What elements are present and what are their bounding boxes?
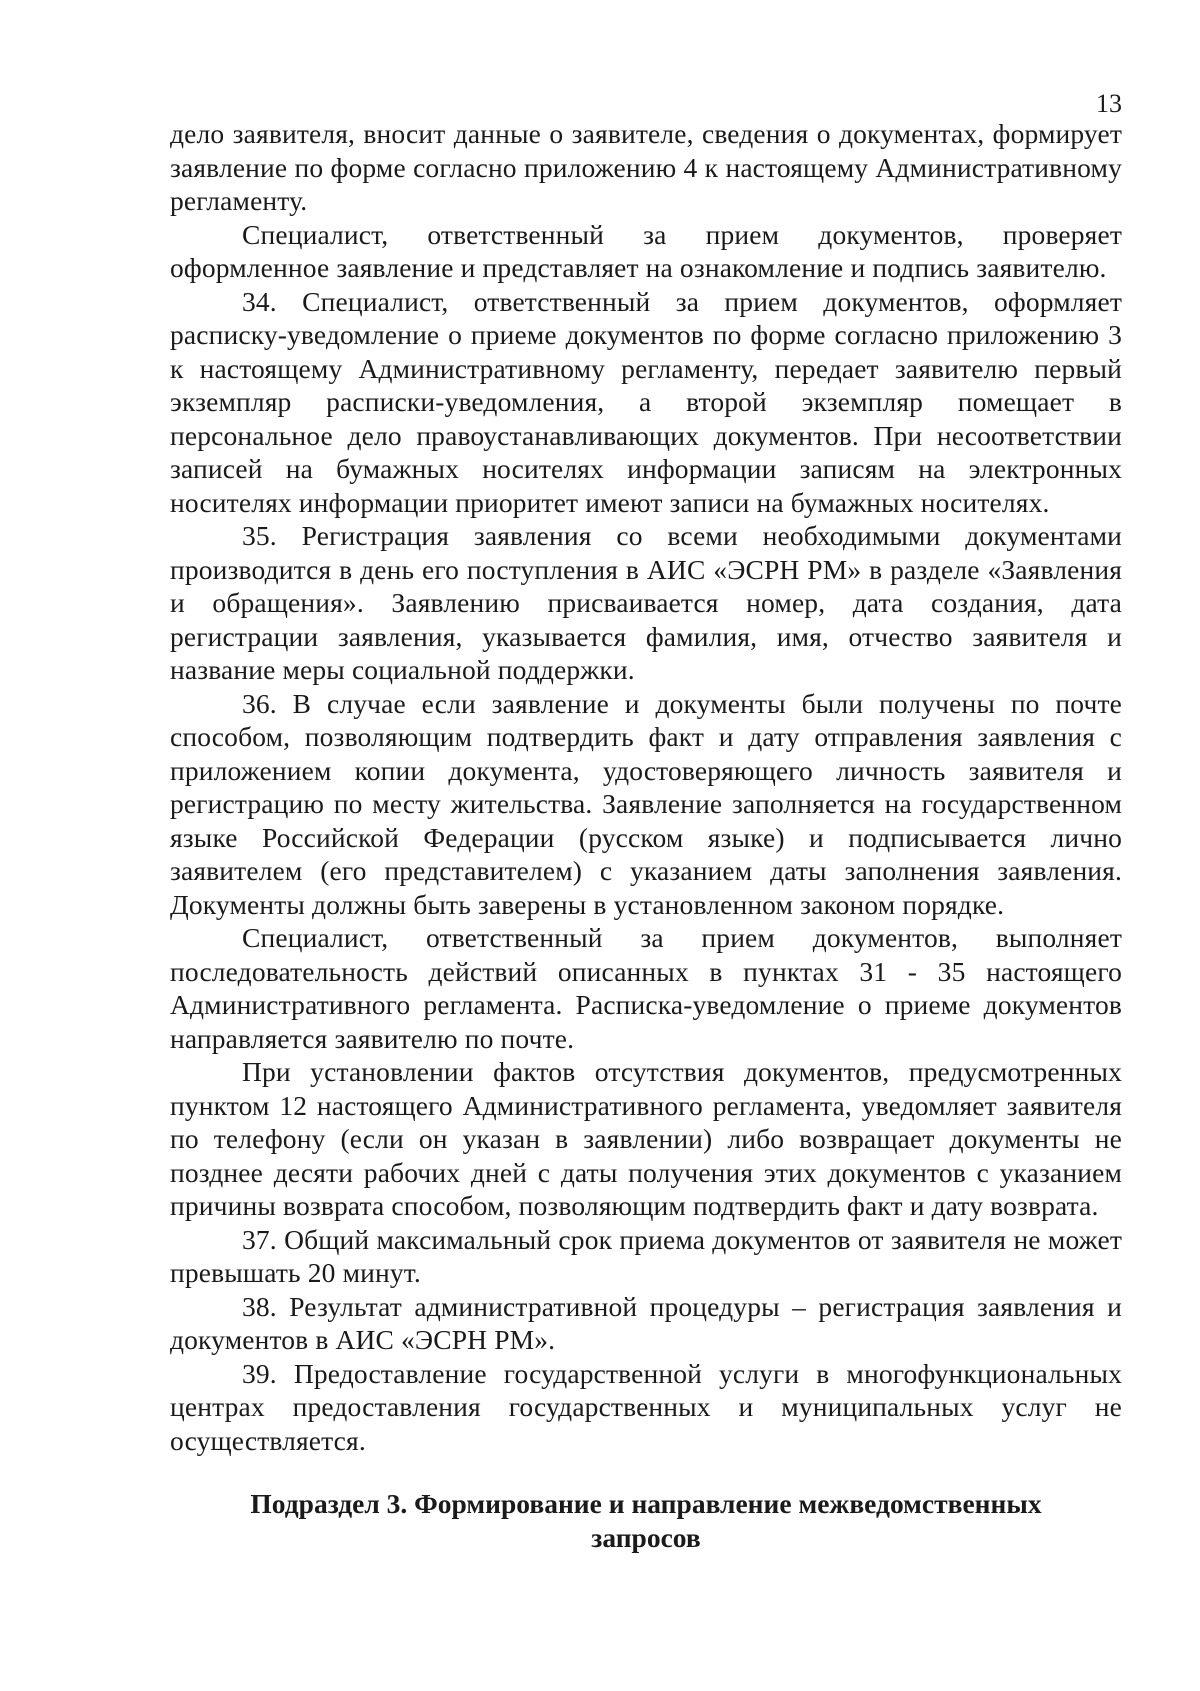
paragraph-39: 39. Предоставление государственной услуги в многофункциональных центрах предоставления государственных и муниципальных услуг не осуществляется. (170, 1357, 1122, 1456)
page-number: 13 (1096, 89, 1122, 118)
paragraph-continuation: дело заявителя, вносит данные о заявителе, сведения о документах, формирует заявление по форме согласно приложению 4 к настоящему Административному регламенту. (170, 118, 1122, 216)
section-heading-line-2: запросов (591, 1521, 701, 1553)
paragraph-missing-documents: При установлении фактов отсутствия документов, предусмотренных пунктом 12 настоящего Административного регламента, уведомляет заявителя по телефону (если он указан в заявлении) либо возвращает документы не позднее десяти рабочих дней с даты получения этих документов с указанием причины возврата способом, позволяющим подтвердить факт и дату возврата. (170, 1056, 1122, 1221)
paragraph-specialist-sequence: Специалист, ответственный за прием документов, выполняет последовательность действий описанных в пунктах 31 - 35 настоящего Административного регламента. Расписка-уведомление о приеме документов направляется заявителю по почте. (170, 922, 1122, 1054)
document-body (170, 117, 1122, 1554)
paragraph-35: 35. Регистрация заявления со всеми необходимыми документами производится в день его поступления в АИС «ЭСРН РМ» в разделе «Заявления и обращения». Заявлению присваивается номер, дата создания, дата регистрации заявления, указывается фамилия, имя, отчество заявителя и название меры социальной поддержки. (170, 520, 1122, 685)
section-heading (170, 1487, 1122, 1554)
paragraph-38: 38. Результат административной процедуры – регистрация заявления и документов в АИС «ЭСРН РМ». (170, 1290, 1122, 1355)
paragraph-specialist-check: Специалист, ответственный за прием документов, проверяет оформленное заявление и представляет на ознакомление и подпись заявителю. (170, 218, 1122, 283)
paragraph-37: 37. Общий максимальный срок приема документов от заявителя не может превышать 20 минут. (170, 1223, 1122, 1288)
paragraph-34: 34. Специалист, ответственный за прием документов, оформляет расписку-уведомление о приеме документов по форме согласно приложению 3 к настоящему Административному регламенту, передает заявителю первый экземпляр расписки-уведомления, а второй экземпляр помещает в персональное дело правоустанавливающих документов. При несоответствии записей на бумажных носителях информации записям на электронных носителях информации приоритет имеют записи на бумажных носителях. (170, 285, 1122, 518)
paragraph-36: 36. В случае если заявление и документы были получены по почте способом, позволяющим подтвердить факт и дату отправления заявления с приложением копии документа, удостоверяющего личность заявителя и регистрацию по месту жительства. Заявление заполняется на государственном языке Российской Федерации (русском языке) и подписывается лично заявителем (его представителем) с указанием даты заполнения заявления. Документы должны быть заверены в установленном законом порядке. (170, 687, 1122, 920)
section-heading-line-1: Подраздел 3. Формирование и направление межведомственных (250, 1488, 1042, 1519)
